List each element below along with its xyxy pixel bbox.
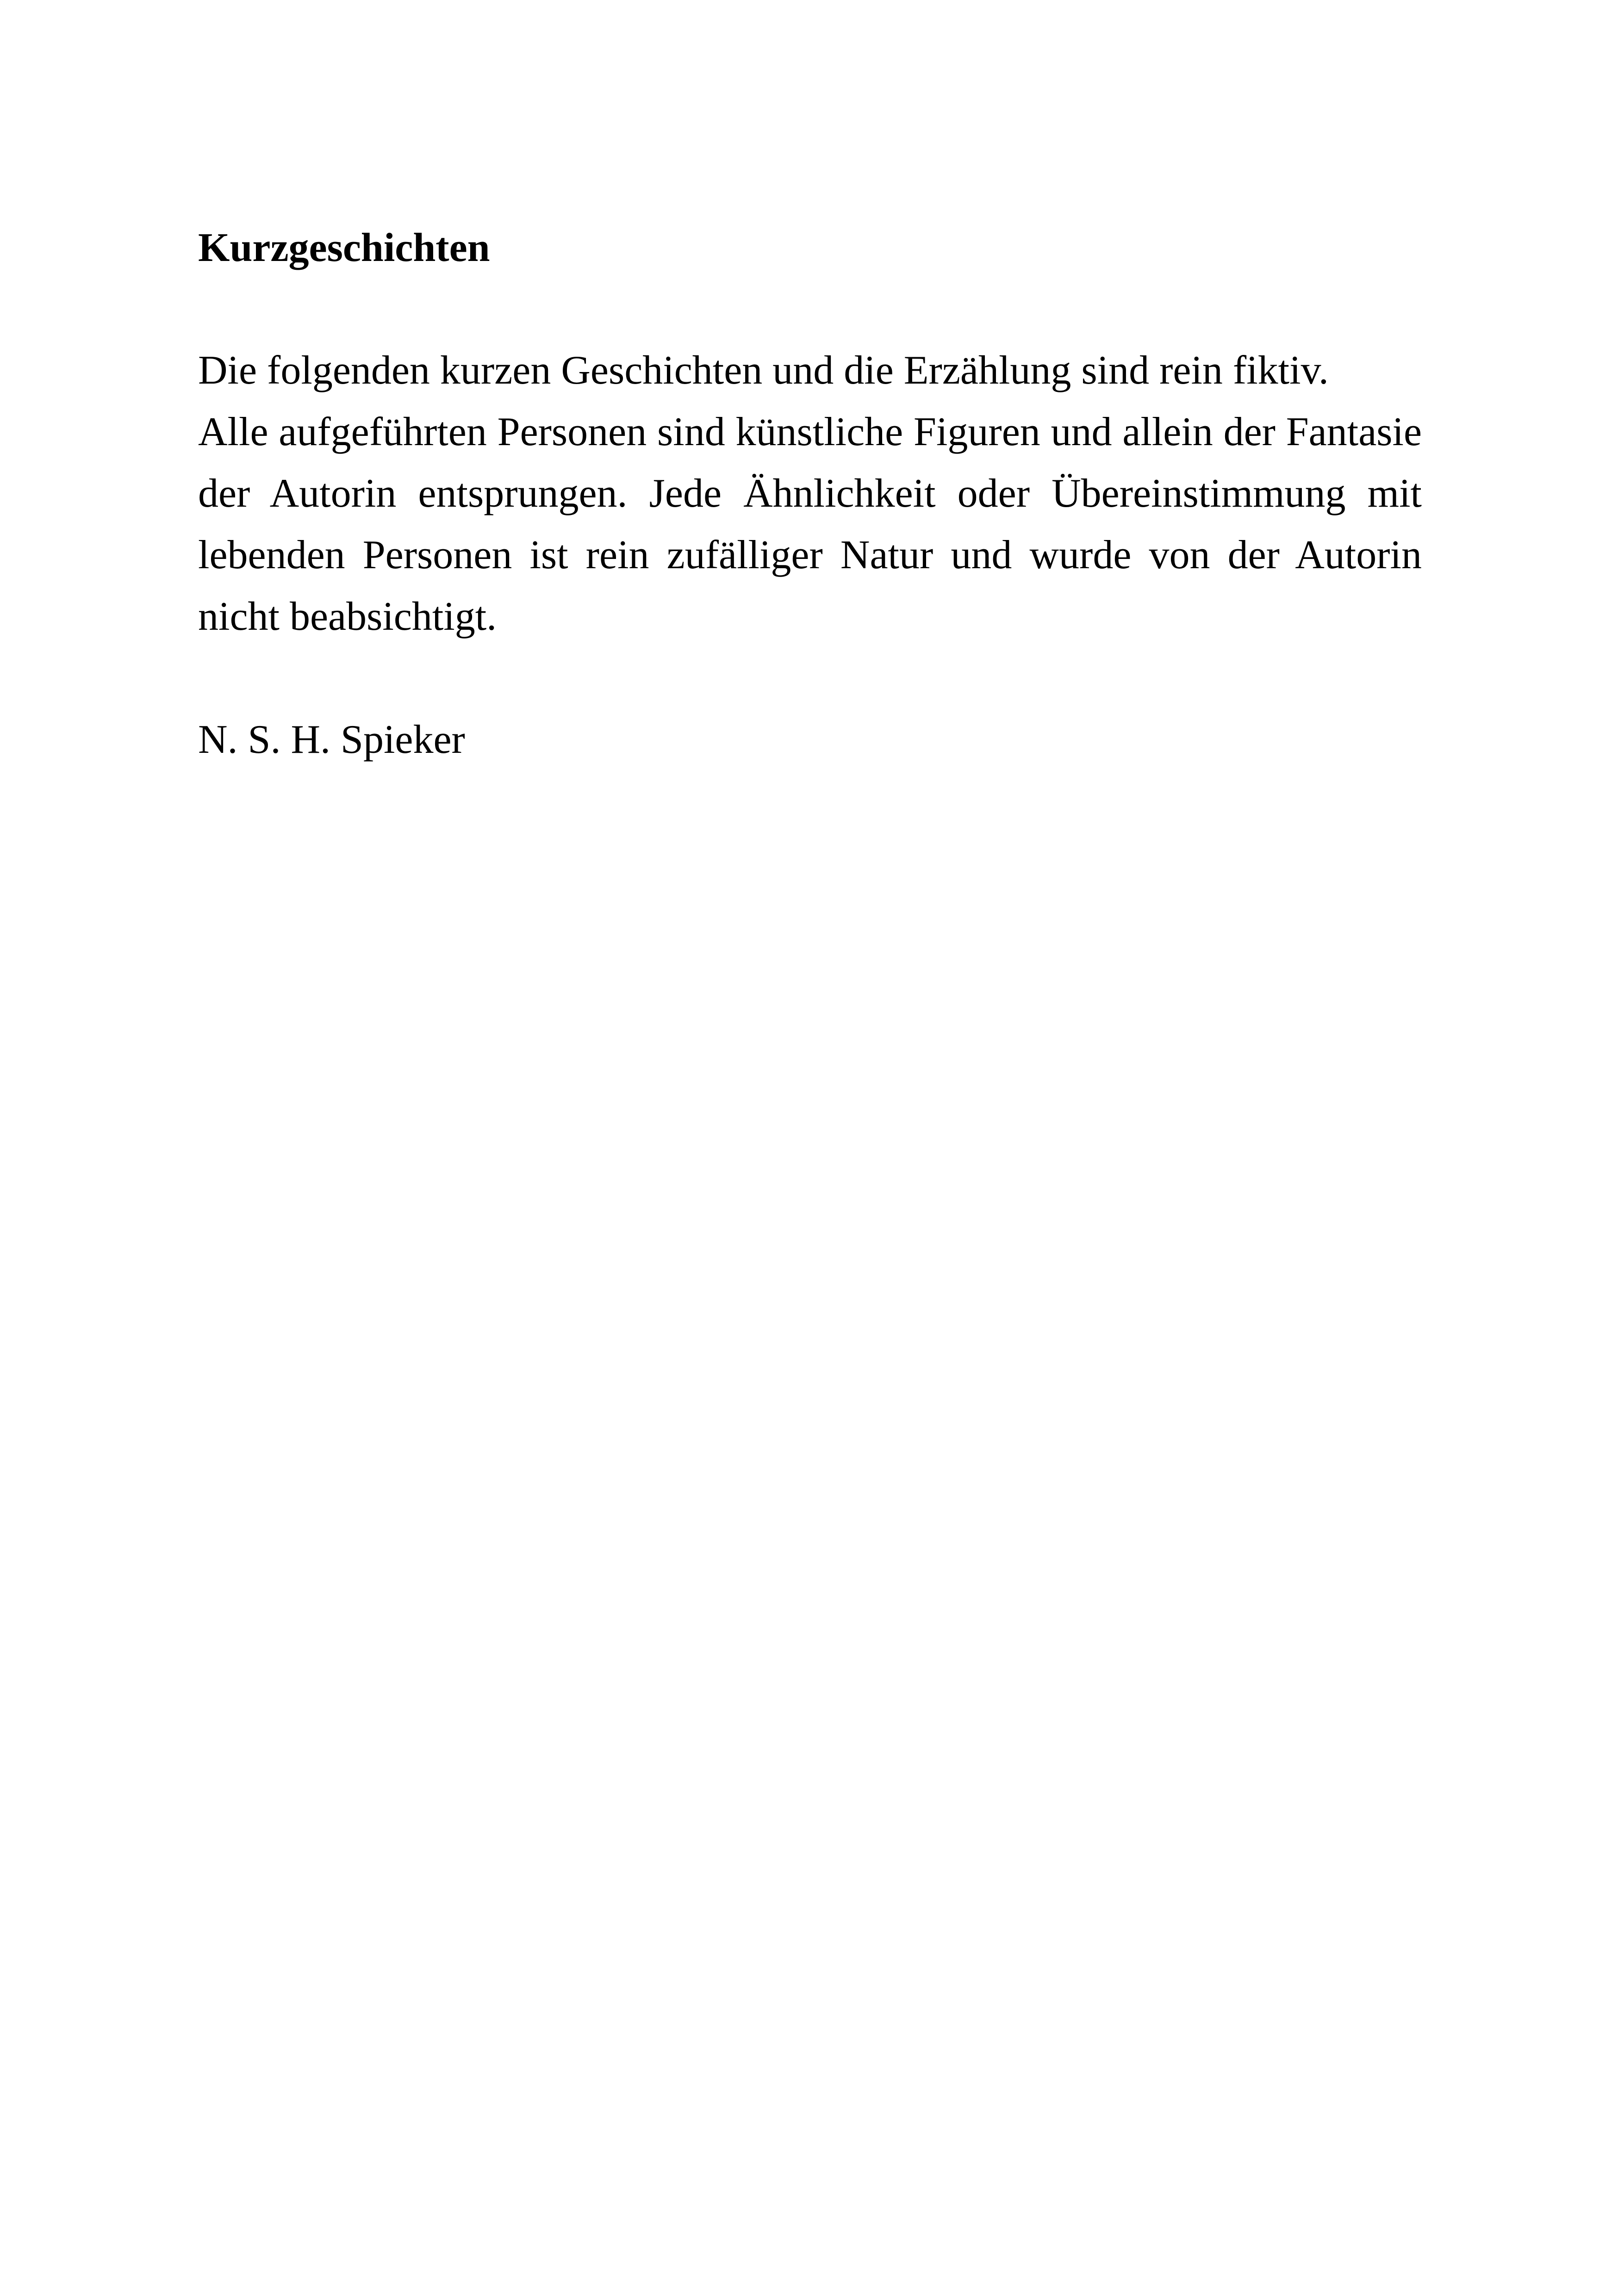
page-heading: Kurzgeschichten — [198, 225, 490, 270]
author-signature: N. S. H. Spieker — [198, 717, 465, 762]
page-content — [198, 217, 1422, 770]
paragraph-disclaimer: Alle aufgeführten Personen sind künstliche Figuren und allein der Fantasie der Autorin entsprungen. Jede Ähnlichkeit oder Übereinstimmung mit lebenden Personen ist rein zufälliger Natur und wurde von der Autorin nicht beabsichtigt. — [198, 410, 1422, 639]
paragraph-fiction-notice: Die folgenden kurzen Geschichten und die Erzählung sind rein fiktiv. — [198, 348, 1329, 393]
